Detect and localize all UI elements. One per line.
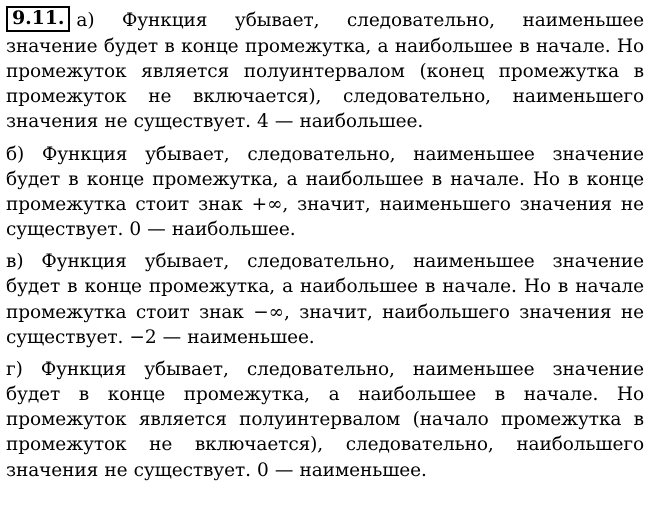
part-label-v: в) [6, 251, 24, 273]
part-text-g: Функция убывает, следовательно, наименьшее значение будет в конце промежутка, а наибольшее в начале. Но промежуток является полуинтервалом (начало промежутка в промежуток не включается), следовательно, наибольшего значения не существует. 0 — наименьшее. [6, 358, 644, 481]
part-label-b: б) [6, 143, 25, 165]
part-text-a: Функция убывает, следовательно, наименьшее значение будет в конце промежутка, а наибольшее в начале. Но промежуток является полуинтервалом (конец промежутка в промежуток не включается), следовательно, наименьшего значения не существует. 4 — наибольшее. [6, 10, 644, 133]
part-label-g: г) [6, 358, 23, 380]
part-text-v: Функция убывает, следовательно, наименьшее значение будет в конце промежутка, а наибольшее в начале. Но в начале промежутка стоит знак −∞, значит, наибольшего значения не существует. −2 — наименьшее. [6, 251, 644, 348]
solution-part-v [6, 249, 644, 350]
part-label-a: а) [76, 10, 95, 31]
problem-number-badge: 9.11. [6, 6, 70, 32]
solution-part-b [6, 142, 644, 243]
solution-part-g [6, 357, 644, 483]
solution-part-a [6, 8, 644, 135]
part-text-b: Функция убывает, следовательно, наименьшее значение будет в конце промежутка, а наибольшее в начале. Но в конце промежутка стоит знак +∞, значит, наименьшего значения не существует. 0 — наибольшее. [6, 143, 645, 241]
